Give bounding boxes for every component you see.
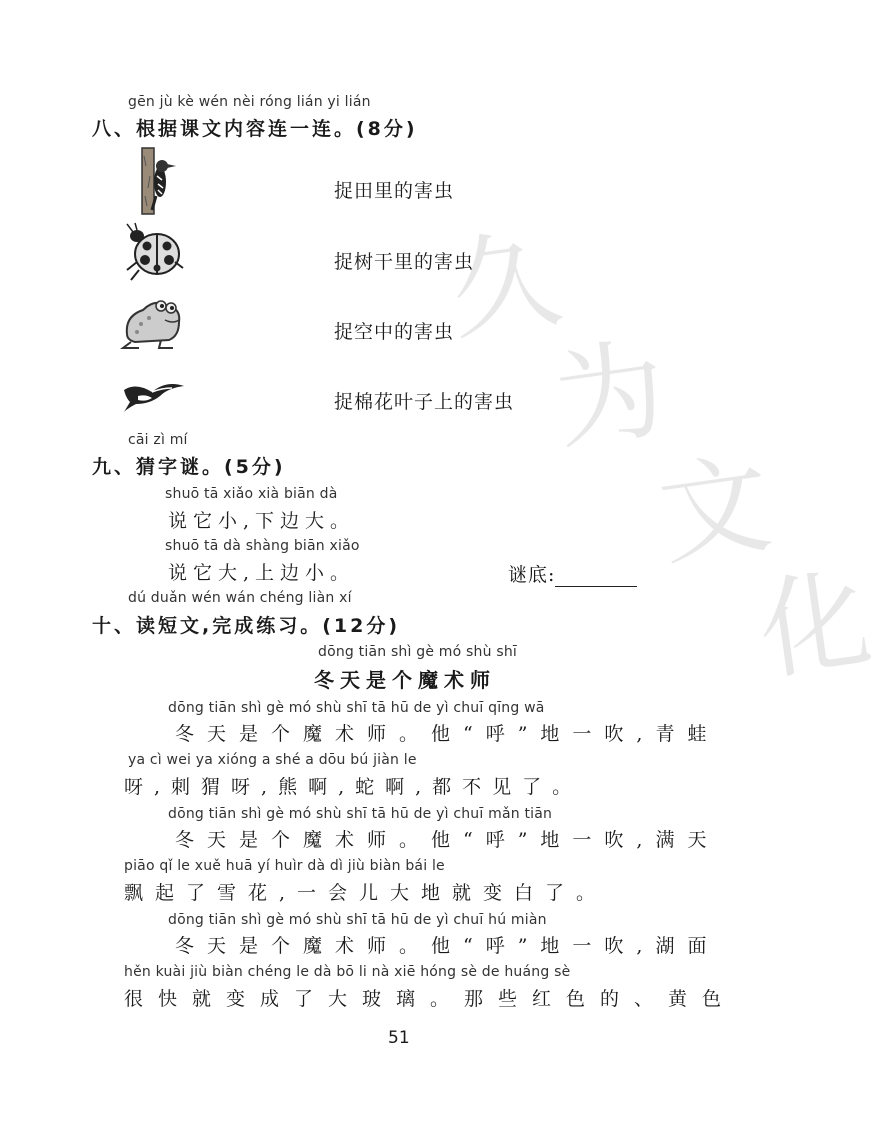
section9-heading: 九、猜字谜。(5分): [92, 456, 286, 478]
passage-line1: 冬天是个魔术师。他“呼”地一吹,青蛙: [175, 723, 720, 745]
section10-pinyin: dú duǎn wén wán chéng liàn xí: [128, 590, 352, 606]
swallow-image: [122, 374, 186, 414]
riddle-line1-pinyin: shuō tā xiǎo xià biān dà: [165, 486, 338, 502]
passage-line3: 冬天是个魔术师。他“呼”地一吹,满天: [175, 829, 720, 851]
section8-heading: 八、根据课文内容连一连。(8分): [92, 118, 418, 140]
passage-line2: 呀,刺猬呀,熊啊,蛇啊,都不见了。: [124, 776, 583, 798]
watermark-char-4: 化: [751, 553, 878, 697]
passage-line4: 飘起了雪花,一会儿大地就变白了。: [124, 882, 608, 904]
riddle-line2: 说它大,上边小。: [168, 562, 356, 584]
section10-heading: 十、读短文,完成练习。(12分): [92, 615, 401, 637]
answer-label-text: 谜底:: [508, 564, 556, 586]
page-number: 51: [388, 1028, 410, 1048]
passage-line3-pinyin: dōng tiān shì gè mó shù shī tā hū de yì chuī mǎn tiān: [168, 806, 553, 822]
passage-line1-pinyin: dōng tiān shì gè mó shù shī tā hū de yì chuī qīng wā: [168, 700, 545, 716]
passage-line6-pinyin: hěn kuài jiù biàn chéng le dà bō li nà xiē hóng sè de huáng sè: [124, 964, 571, 980]
option-trunk-pests: 捉树干里的害虫: [334, 251, 475, 273]
passage-title: 冬天是个魔术师: [314, 668, 496, 692]
passage-line2-pinyin: ya cì wei ya xióng a shé a dōu bú jiàn le: [128, 752, 417, 768]
passage-line5: 冬天是个魔术师。他“呼”地一吹,湖面: [175, 935, 720, 957]
option-air-pests: 捉空中的害虫: [334, 321, 455, 343]
passage-line5-pinyin: dōng tiān shì gè mó shù shī tā hū de yì chuī hú miàn: [168, 912, 547, 928]
passage-line6: 很快就变成了大玻璃。那些红色的、黄色: [124, 988, 737, 1010]
section9-pinyin: cāi zì mí: [128, 432, 188, 448]
passage-line4-pinyin: piāo qǐ le xuě huā yí huìr dà dì jiù biàn bái le: [124, 858, 445, 874]
riddle-line1: 说它小,下边大。: [168, 510, 356, 532]
passage-title-pinyin: dōng tiān shì gè mó shù shī: [318, 644, 518, 660]
answer-blank[interactable]: [555, 568, 637, 587]
option-cotton-pests: 捉棉花叶子上的害虫: [334, 391, 515, 413]
option-field-pests: 捉田里的害虫: [334, 180, 455, 202]
watermark-char-1: 久: [441, 213, 569, 357]
riddle-line2-pinyin: shuō tā dà shàng biān xiǎo: [165, 538, 360, 554]
frog-image: [121, 294, 185, 350]
section8-pinyin: gēn jù kè wén nèi róng lián yi lián: [128, 94, 371, 110]
watermark-char-3: 文: [651, 438, 779, 582]
answer-label: [508, 560, 637, 587]
ladybug-image: [123, 222, 185, 282]
watermark-char-2: 为: [546, 323, 674, 467]
woodpecker-image: [132, 146, 192, 216]
